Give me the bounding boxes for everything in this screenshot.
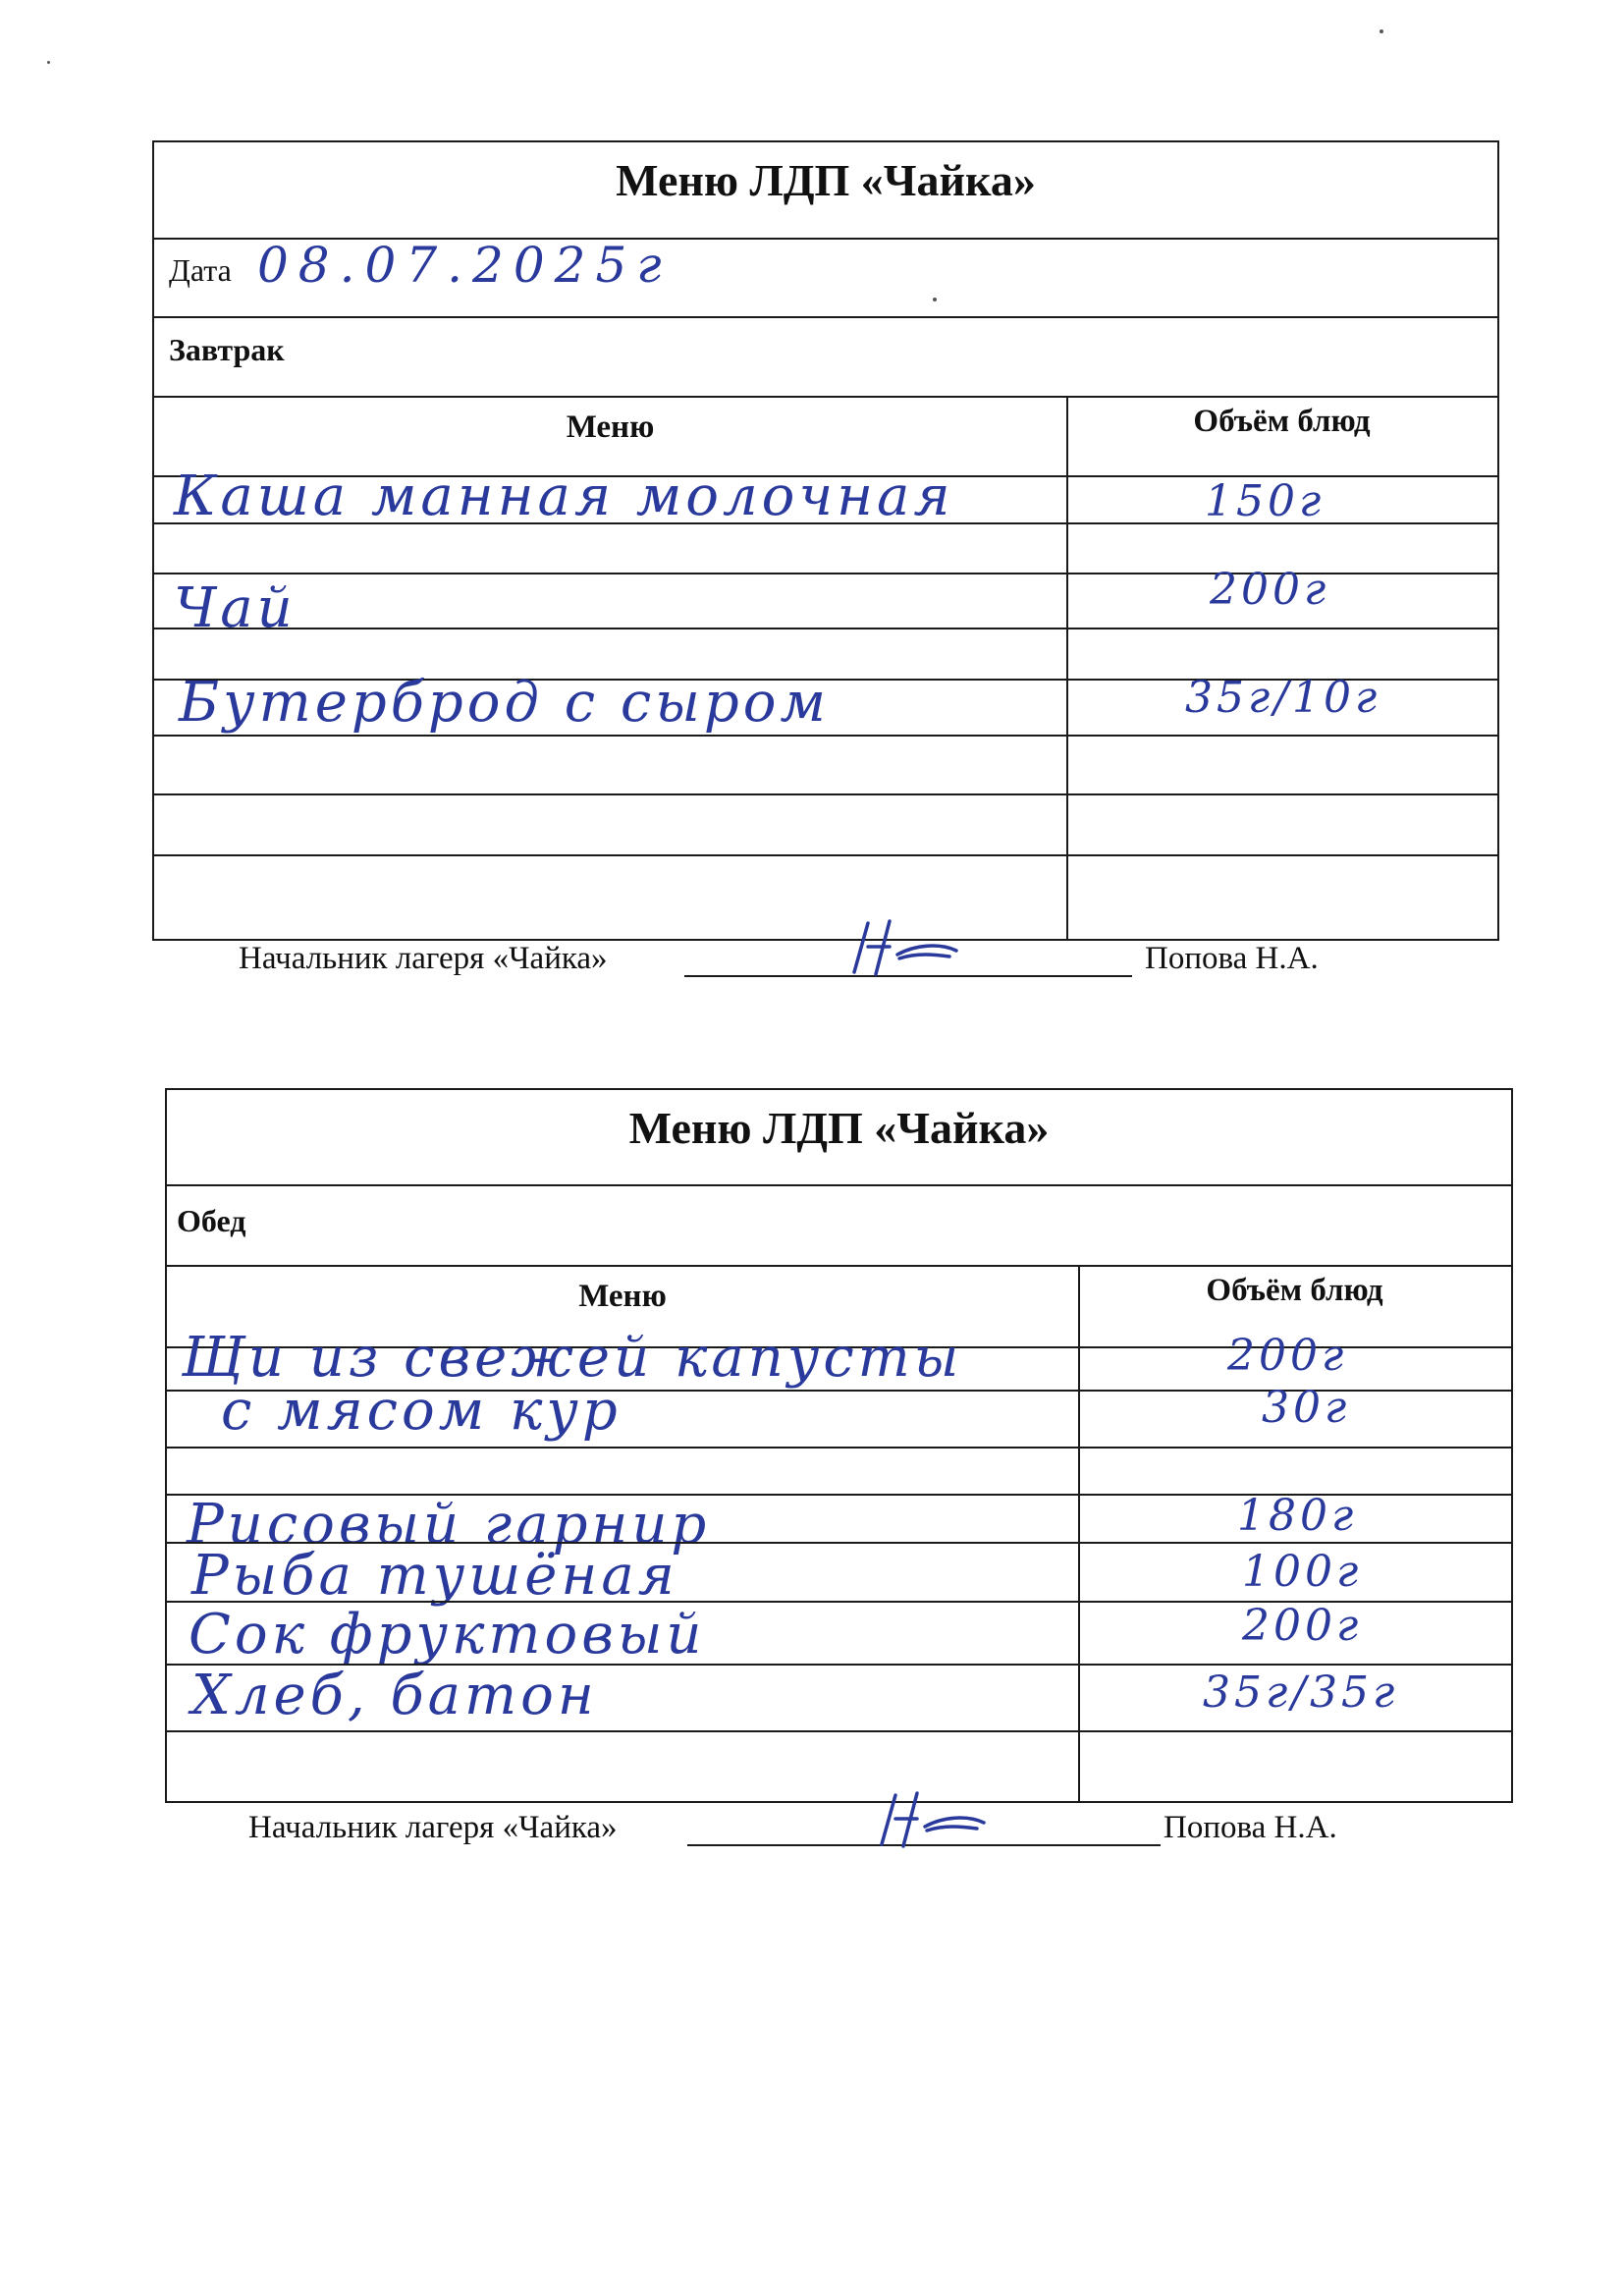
dish-volume: 150г [1205,476,1326,526]
dish-text: Рыба тушёная [191,1544,678,1608]
row-divider [154,735,1497,737]
row-divider [167,1730,1511,1732]
dish-text: с мясом кур [221,1379,622,1443]
dish-volume: 200г [1210,565,1330,615]
dish-volume: 35г/35г [1203,1667,1399,1718]
breakfast-menu-form [152,140,1499,941]
dish-volume: 30г [1262,1383,1351,1433]
row-divider [167,1447,1511,1449]
form-title: Меню ЛДП «Чайка» [616,155,1036,205]
column-header-menu: Меню [578,1279,667,1314]
dish-text: Хлеб, батон [191,1664,598,1727]
column-divider [1078,1265,1080,1801]
dish-volume: 200г [1242,1601,1363,1651]
column-header-volume: Объём блюд [1193,404,1371,439]
column-header-menu: Меню [566,410,655,445]
dish-text: Рисовый гарнир [187,1493,711,1557]
divider [167,1265,1511,1267]
column-header-volume: Объём блюд [1206,1273,1383,1308]
dish-volume: 35г/10г [1185,673,1381,723]
dish-text: Бутерброд с сыром [179,671,830,735]
signer-label: Начальник лагеря «Чайка» [248,1810,618,1845]
row-divider [154,522,1497,524]
dish-text: Щи из свежей капусты [182,1326,963,1390]
row-divider [154,793,1497,795]
dish-text: Чай [174,576,297,640]
date-value: 08.07.2025г [257,237,672,294]
signer-name: Попова Н.А. [1145,941,1319,976]
dish-volume: 100г [1242,1547,1363,1597]
lunch-menu-form [165,1088,1513,1803]
divider [154,396,1497,398]
form-title: Меню ЛДП «Чайка» [628,1103,1050,1153]
signer-name: Попова Н.А. [1164,1810,1337,1845]
divider [154,316,1497,318]
dish-text: Каша манная молочная [174,465,954,528]
dish-text: Сок фруктовый [189,1603,706,1667]
row-divider [154,628,1497,629]
dish-volume: 180г [1237,1491,1358,1541]
divider [167,1184,1511,1186]
scan-speck [47,61,50,64]
meal-label-breakfast: Завтрак [169,332,285,367]
row-divider [154,854,1497,856]
date-label: Дата [169,252,232,288]
scan-speck [1380,29,1383,33]
dish-volume: 200г [1227,1331,1348,1381]
meal-label-lunch: Обед [177,1203,246,1238]
signer-label: Начальник лагеря «Чайка» [239,941,608,976]
